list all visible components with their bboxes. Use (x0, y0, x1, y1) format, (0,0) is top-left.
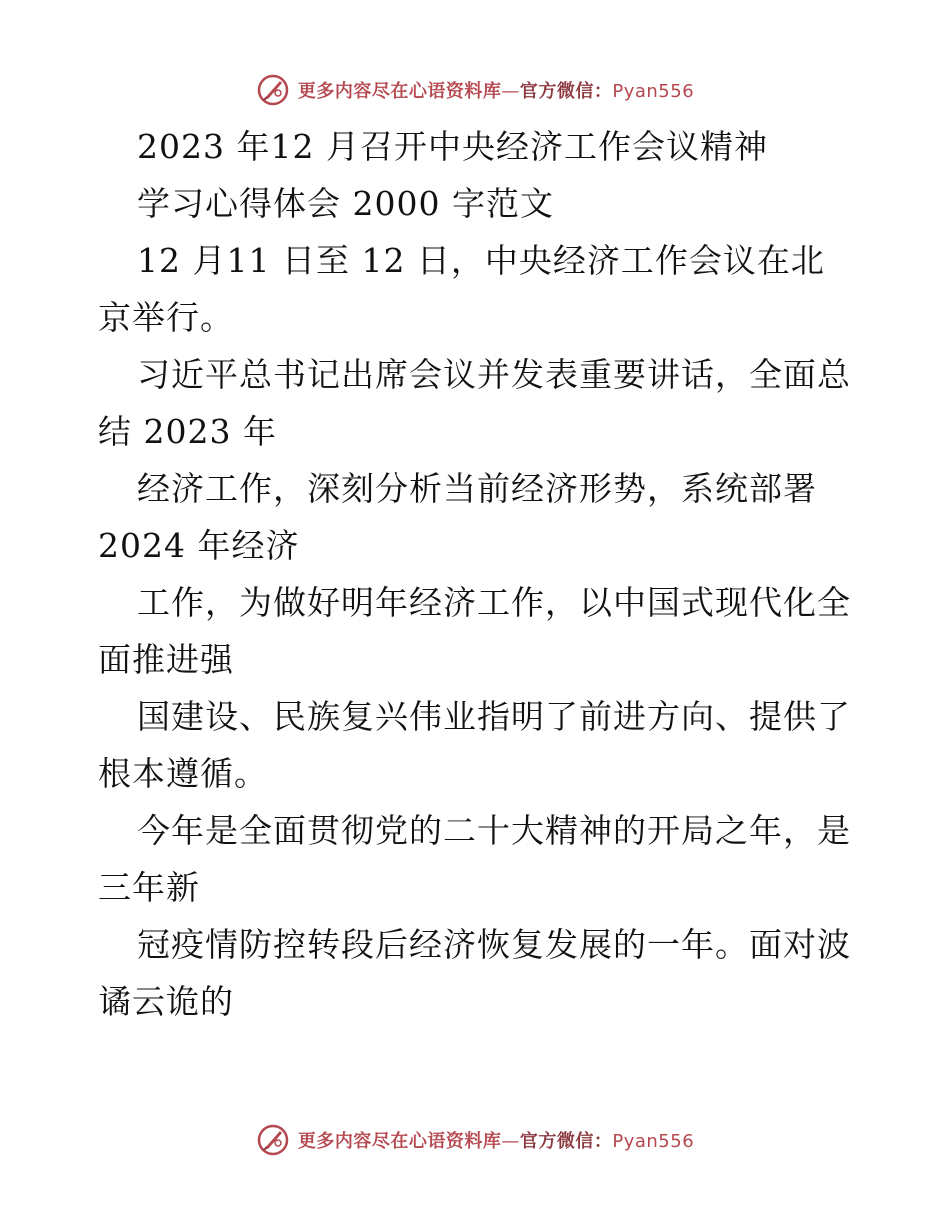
watermark-wechat-id: Pyan556 (612, 81, 695, 102)
document-line: 12 月11 日至 12 日，中央经济工作会议在北 (137, 241, 825, 280)
document-line: 结 2023 年 (98, 412, 277, 451)
document-line: 面推进强 (98, 640, 234, 679)
document-line: 冠疫情防控转段后经济恢复发展的一年。面对波 (137, 925, 851, 964)
watermark-wechat-label: 官方微信： (519, 1131, 613, 1152)
watermark-dash: — (501, 1131, 520, 1152)
quill-logo-icon (256, 73, 290, 107)
document-line: 国建设、民族复兴伟业指明了前进方向、提供了 (137, 697, 851, 736)
watermark-wechat-id: Pyan556 (612, 1131, 695, 1152)
watermark-brand: 更多内容尽在心语资料库 (297, 81, 502, 102)
document-line: 习近平总书记出席会议并发表重要讲话，全面总 (137, 355, 851, 394)
watermark-brand: 更多内容尽在心语资料库 (297, 1131, 502, 1152)
footer-watermark (0, 1120, 950, 1160)
document-line: 工作，为做好明年经济工作，以中国式现代化全 (137, 583, 851, 622)
watermark-wechat-label: 官方微信： (519, 81, 613, 102)
watermark-dash: — (501, 81, 520, 102)
document-body (98, 118, 858, 1030)
document-line: 学习心得体会 2000 字范文 (137, 184, 554, 223)
document-line: 2023 年12 月召开中央经济工作会议精神 (137, 127, 768, 166)
watermark-text (298, 77, 694, 103)
watermark-text (298, 1127, 694, 1153)
document-line: 2024 年经济 (98, 526, 300, 565)
document-line: 京举行。 (98, 298, 234, 337)
document-line: 三年新 (98, 868, 200, 907)
header-watermark (0, 70, 950, 110)
quill-logo-icon (256, 1123, 290, 1157)
document-line: 经济工作，深刻分析当前经济形势，系统部署 (137, 469, 817, 508)
document-line: 根本遵循。 (98, 754, 268, 793)
document-line: 谲云诡的 (98, 982, 234, 1021)
document-line: 今年是全面贯彻党的二十大精神的开局之年，是 (137, 811, 851, 850)
